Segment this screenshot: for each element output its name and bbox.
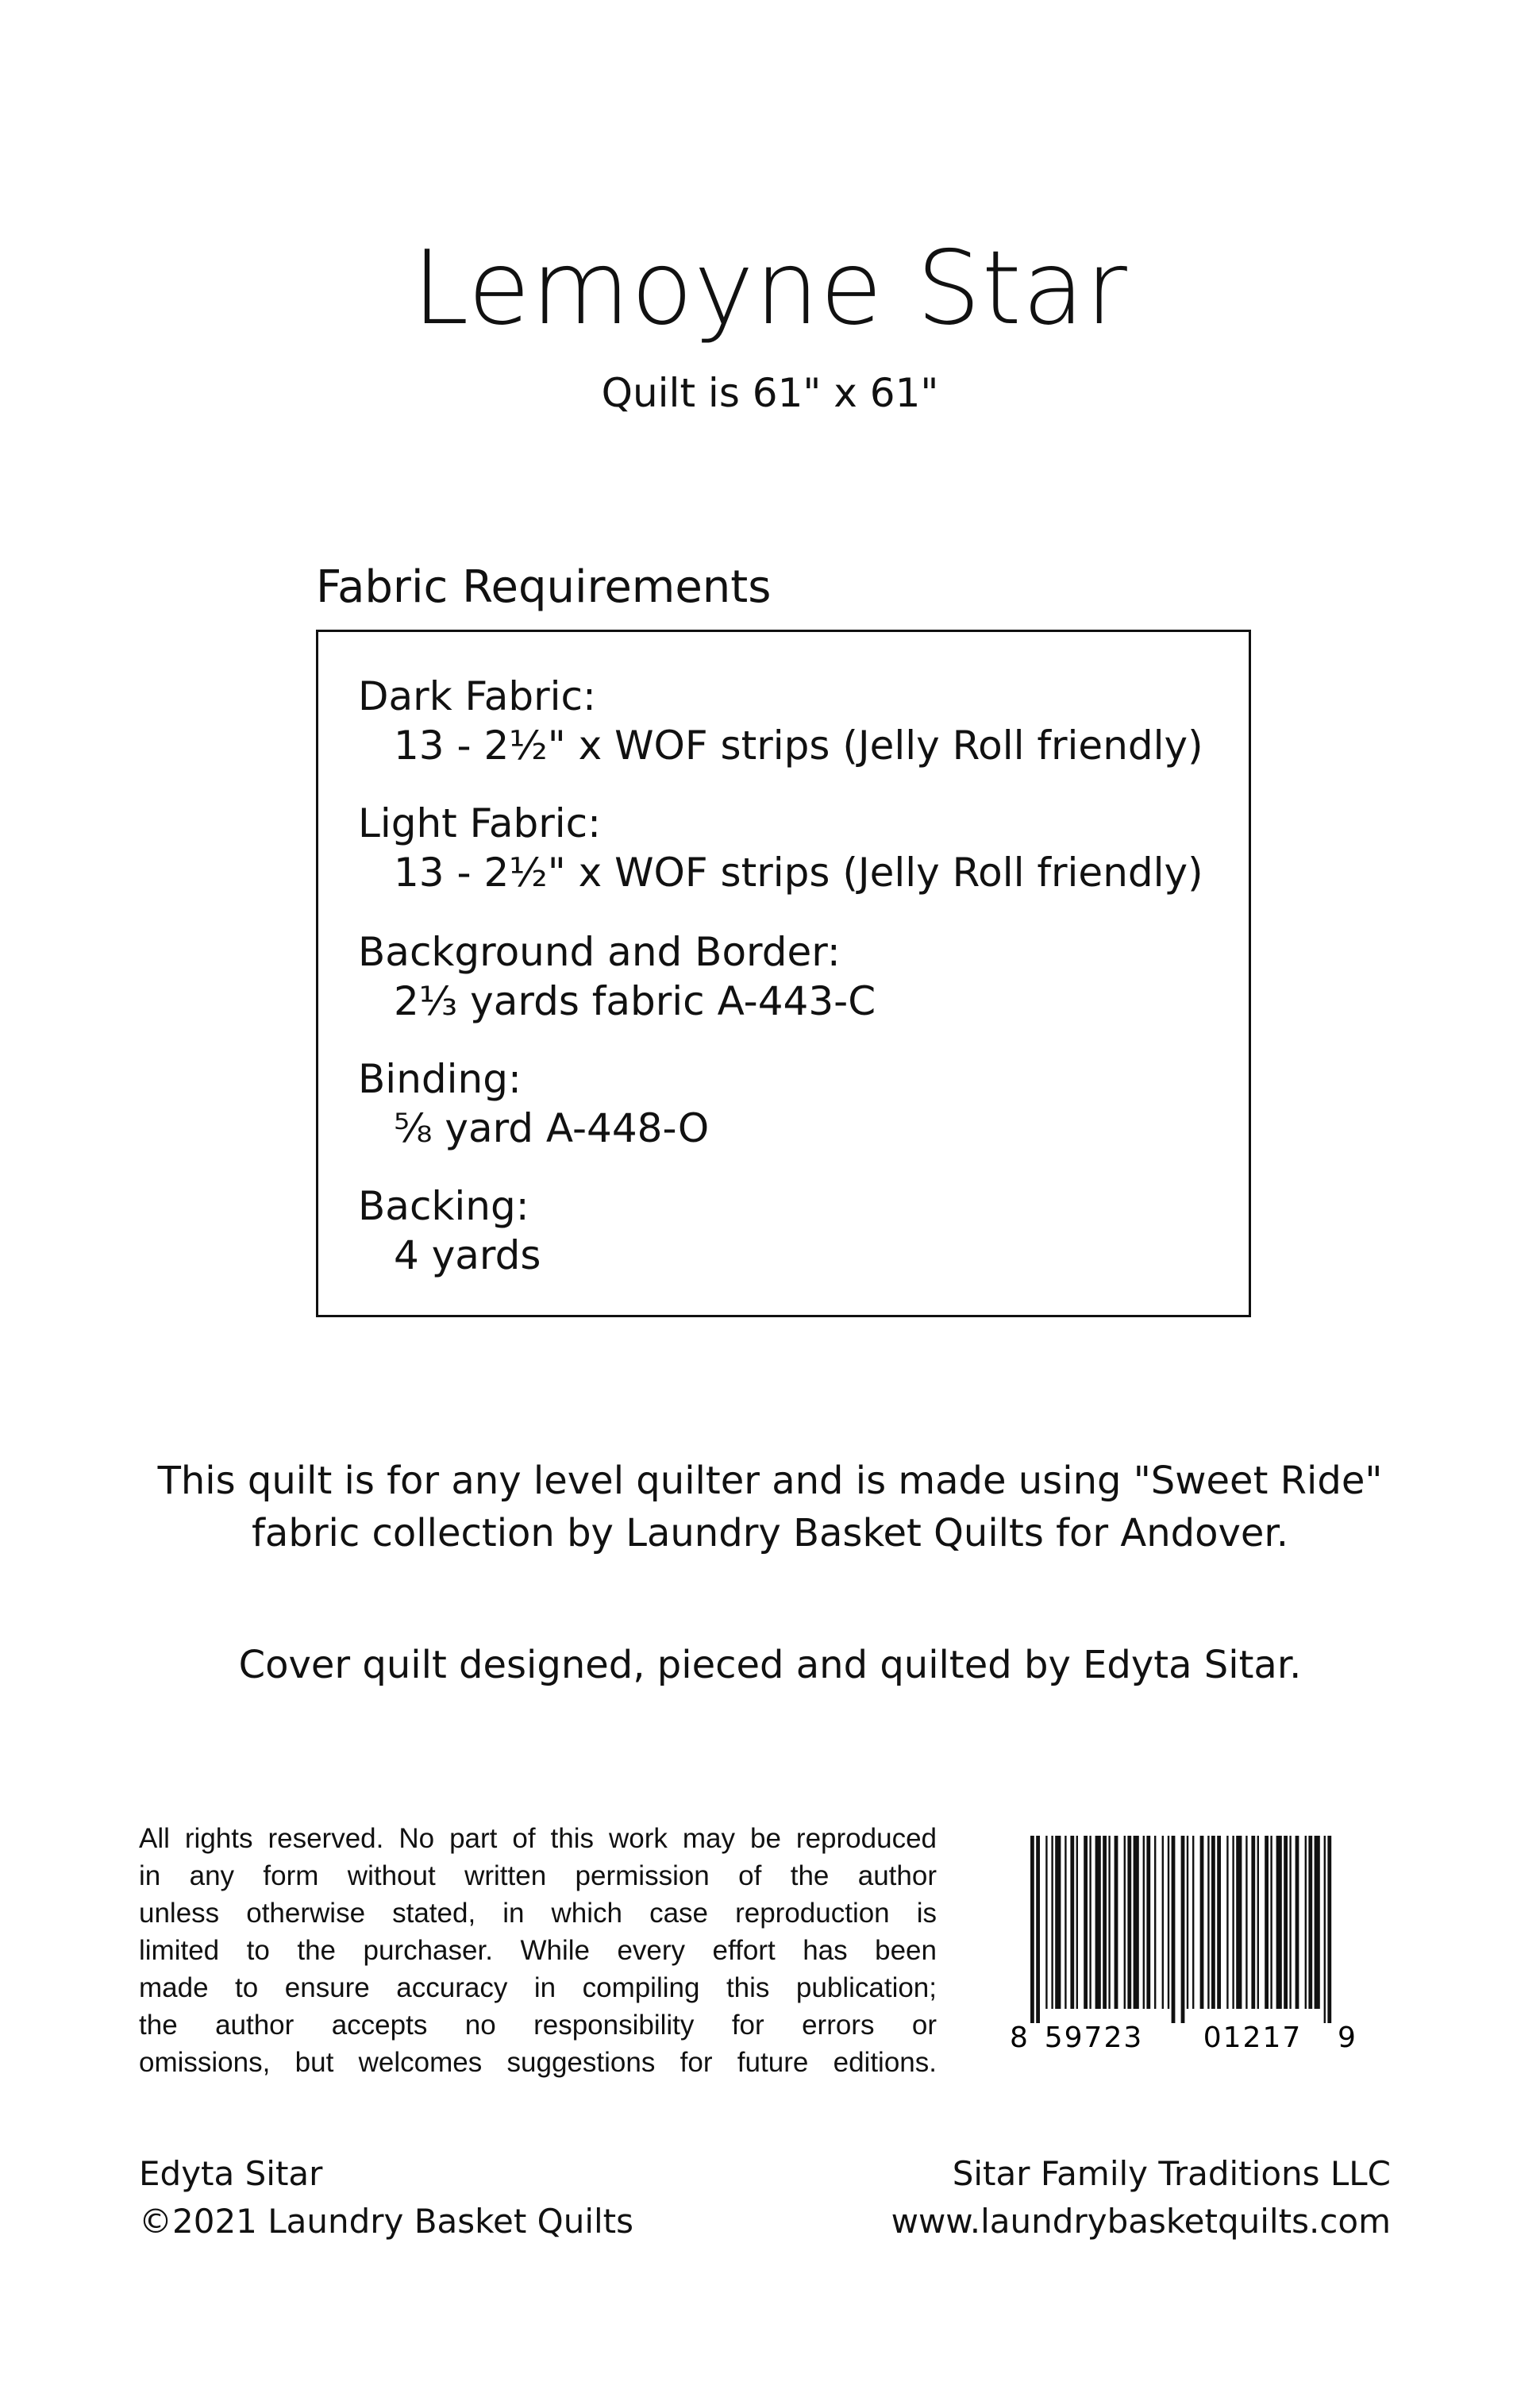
barcode-bar <box>1324 1836 1326 2023</box>
quilt-size: Quilt is 61" x 61" <box>601 370 939 416</box>
barcode-bar <box>1076 1836 1078 2009</box>
barcode-bar <box>1187 1836 1188 2009</box>
requirement-label: Background and Border: <box>358 929 841 975</box>
barcode-bar <box>1192 1836 1194 2009</box>
legal-line: limited to the purchaser. While every effort has been <box>139 1935 937 1966</box>
requirement-detail: 4 yards <box>394 1232 541 1278</box>
barcode-bar <box>1315 1836 1320 2009</box>
barcode-bar <box>1108 1836 1110 2009</box>
barcode-bar <box>1265 1836 1269 2009</box>
requirement-light-fabric <box>358 799 1231 897</box>
requirement-label: Backing: <box>358 1183 529 1229</box>
barcode-digits-group1: 59723 <box>1044 2022 1144 2054</box>
legal-line: All rights reserved. No part of this work may be reproduced <box>139 1823 937 1854</box>
barcode-bar <box>1036 1836 1040 2023</box>
requirement-detail: 13 - 2½" x WOF strips (Jelly Roll friendly) <box>394 723 1203 769</box>
requirement-background-border <box>358 927 1231 1026</box>
requirement-binding <box>358 1054 1231 1153</box>
barcode-digits-group2: 01217 <box>1203 2022 1303 2054</box>
barcode-bar <box>1308 1836 1312 2009</box>
legal-line: omissions, but welcomes suggestions for future editions. <box>139 2047 937 2078</box>
barcode-bar <box>1154 1836 1156 2009</box>
requirement-detail: ⅝ yard A-448-O <box>394 1105 710 1151</box>
publisher-name: Sitar Family Traditions LLC <box>952 2154 1391 2193</box>
barcode-bar <box>1124 1836 1126 2009</box>
barcode-bar <box>1070 1836 1074 2009</box>
fabric-requirements-heading: Fabric Requirements <box>316 561 772 613</box>
barcode-bar <box>1327 1836 1331 2023</box>
requirement-dark-fabric <box>358 672 1231 770</box>
requirement-label: Binding: <box>358 1056 522 1102</box>
legal-line: unless otherwise stated, in which case reproduction is <box>139 1898 937 1929</box>
barcode-bar <box>1030 1836 1034 2023</box>
copyright-notice <box>139 1820 937 2081</box>
barcode-bar <box>1168 1836 1169 2009</box>
barcode-bar <box>1146 1836 1150 2009</box>
legal-line: in any form without written permission of the author <box>139 1860 937 1891</box>
barcode-bar <box>1257 1836 1259 2009</box>
barcode-bar <box>1232 1836 1234 2009</box>
credit-line: Cover quilt designed, pieced and quilted by Edyta Sitar. <box>238 1643 1302 1687</box>
barcode-bar <box>1134 1836 1139 2009</box>
barcode-bar <box>1103 1836 1107 2009</box>
barcode-bar <box>1143 1836 1145 2009</box>
legal-line: made to ensure accuracy in compiling this publication; <box>139 1972 937 2003</box>
footer-author <box>139 2150 633 2245</box>
fabric-requirements-box <box>316 630 1251 1317</box>
website-link[interactable]: www.laundrybasketquilts.com <box>891 2202 1391 2241</box>
barcode-bar <box>1181 1836 1185 2023</box>
description-line: fabric collection by Laundry Basket Quilts for Andover. <box>252 1511 1288 1555</box>
pattern-title: Lemoyne Star <box>412 229 1128 348</box>
requirement-detail: 2⅓ yards fabric A-443-C <box>394 978 876 1024</box>
barcode-bar <box>1051 1836 1053 2009</box>
barcode-digit-right: 9 <box>1338 2022 1356 2054</box>
copyright-line: ©2021 Laundry Basket Quilts <box>139 2202 634 2241</box>
barcode-bar <box>1251 1836 1255 2009</box>
requirement-detail: 13 - 2½" x WOF strips (Jelly Roll friendly) <box>394 850 1203 896</box>
barcode-bar <box>1289 1836 1291 2009</box>
barcode-bar <box>1127 1836 1131 2009</box>
barcode-graphic <box>1000 1833 1361 2055</box>
description <box>0 1455 1540 1559</box>
barcode-bar <box>1207 1836 1209 2009</box>
barcode-bar <box>1226 1836 1228 2009</box>
barcode-bar <box>1162 1836 1164 2009</box>
barcode-bar <box>1084 1836 1088 2009</box>
barcode-bar <box>1095 1836 1101 2009</box>
barcode-bar <box>1211 1836 1215 2009</box>
barcode-bar <box>1245 1836 1247 2009</box>
requirement-label: Light Fabric: <box>358 800 602 846</box>
barcode-bar <box>1217 1836 1221 2009</box>
barcode-digit-left: 8 <box>1010 2022 1028 2054</box>
barcode-bar <box>1284 1836 1288 2009</box>
barcode-bar <box>1172 1836 1176 2023</box>
barcode-bar <box>1089 1836 1091 2009</box>
barcode-bar <box>1270 1836 1272 2009</box>
description-line: This quilt is for any level quilter and is made using "Sweet Ride" <box>157 1459 1383 1503</box>
barcode-bar <box>1276 1836 1282 2009</box>
barcode-bar <box>1045 1836 1047 2009</box>
footer-publisher <box>891 2150 1391 2245</box>
barcode-bar <box>1296 1836 1299 2009</box>
requirement-backing <box>358 1181 1231 1280</box>
barcode-bar <box>1055 1836 1061 2009</box>
barcode-bar <box>1236 1836 1242 2009</box>
barcode-bar <box>1115 1836 1118 2009</box>
author-name: Edyta Sitar <box>139 2154 323 2193</box>
barcode <box>1000 1833 1361 2055</box>
requirement-label: Dark Fabric: <box>358 673 596 719</box>
barcode-bar <box>1065 1836 1066 2009</box>
legal-line: the author accepts no responsibility for errors or <box>139 2010 937 2041</box>
barcode-bar <box>1200 1836 1204 2009</box>
barcode-bar <box>1305 1836 1307 2009</box>
